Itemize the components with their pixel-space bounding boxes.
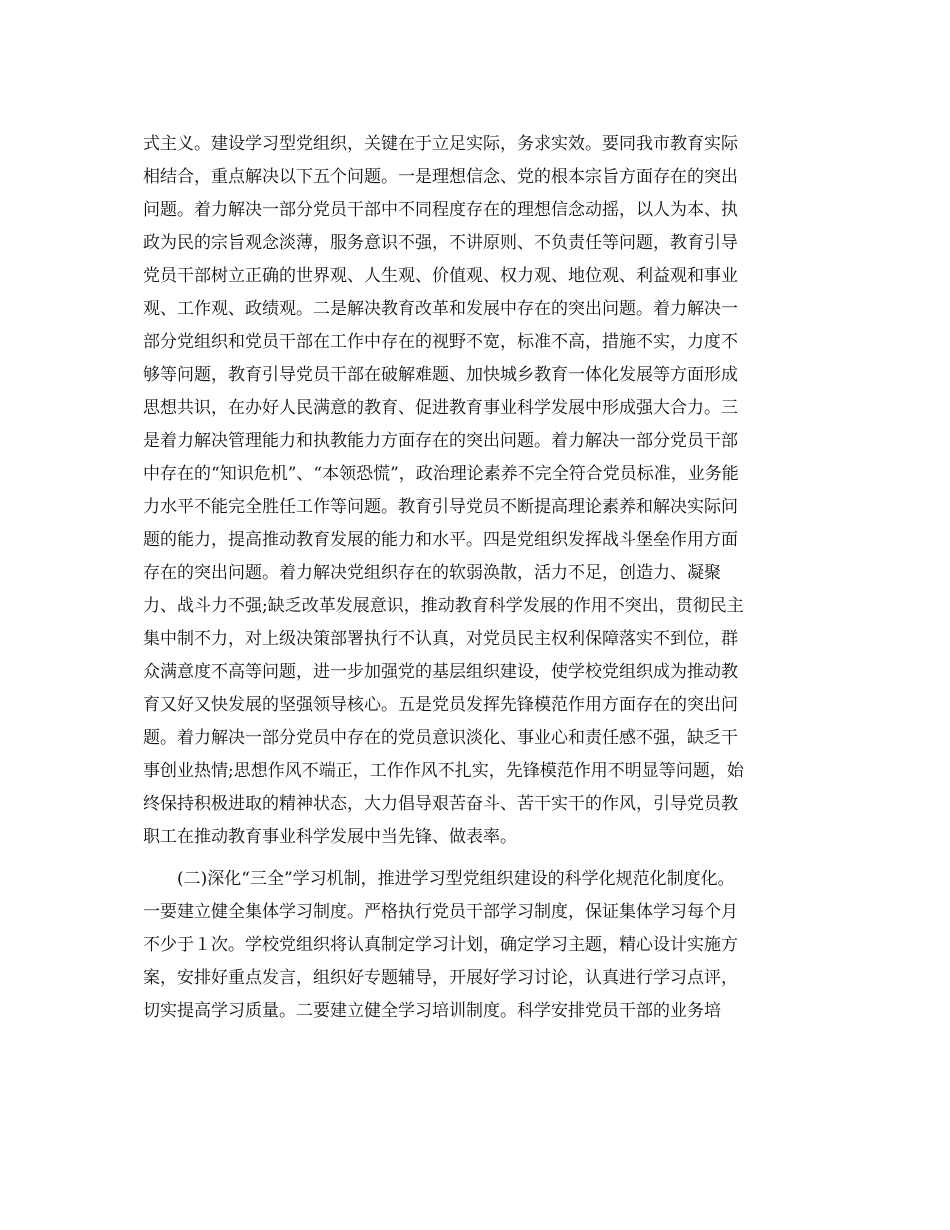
text-line: 职工在推动教育事业科学发展中当先锋、做表率。 xyxy=(143,827,517,847)
text-line: 力、战斗力不强;缺乏改革发展意识，推动教育科学发展的作用不突出，贯彻民主 xyxy=(143,596,744,616)
text-line: 集中制不力，对上级决策部署执行不认真，对党员民主权利保障落实不到位，群 xyxy=(143,629,738,649)
text-line: 事创业热情;思想作风不端正，工作作风不扎实，先锋模范作用不明显等问题，始 xyxy=(143,761,744,781)
document-body xyxy=(143,128,813,1028)
paragraph-1 xyxy=(143,128,813,854)
text-line: 是着力解决管理能力和执教能力方面存在的突出问题。着力解决一部分党员干部 xyxy=(143,431,738,451)
text-line: 观、工作观、政绩观。二是解决教育改革和发展中存在的突出问题。着力解决一 xyxy=(143,299,738,319)
text-line: 式主义。建设学习型党组织，关键在于立足实际，务求实效。要同我市教育实际 xyxy=(143,134,738,154)
text-line: 中存在的“知识危机”、“本领恐慌”，政治理论素养不完全符合党员标准，业务能 xyxy=(143,464,739,484)
section-heading-line: (二)深化“三全”学习机制，推进学习型党组织建设的科学化规范化制度化。 xyxy=(177,869,735,889)
text-line: 相结合，重点解决以下五个问题。一是理想信念、党的根本宗旨方面存在的突出 xyxy=(143,167,738,187)
text-line: 党员干部树立正确的世界观、人生观、价值观、权力观、地位观、利益观和事业 xyxy=(143,266,738,286)
text-line: 存在的突出问题。着力解决党组织存在的软弱涣散，活力不足，创造力、凝聚 xyxy=(143,563,721,583)
text-line: 题的能力，提高推动教育发展的能力和水平。四是党组织发挥战斗堡垒作用方面 xyxy=(143,530,738,550)
text-line: 终保持积极进取的精神状态，大力倡导艰苦奋斗、苦干实干的作风，引导党员教 xyxy=(143,794,738,814)
paragraph-2 xyxy=(143,863,813,1028)
text-line: 案，安排好重点发言，组织好专题辅导，开展好学习讨论，认真进行学习点评， xyxy=(143,968,738,988)
text-line: 够等问题，教育引导党员干部在破解难题、加快城乡教育一体化发展等方面形成 xyxy=(143,365,738,385)
text-line: 题。着力解决一部分党员中存在的党员意识淡化、事业心和责任感不强，缺乏干 xyxy=(143,728,738,748)
text-line: 政为民的宗旨观念淡薄，服务意识不强，不讲原则、不负责任等问题，教育引导 xyxy=(143,233,738,253)
text-line: 切实提高学习质量。二要建立健全学习培训制度。科学安排党员干部的业务培 xyxy=(143,1001,721,1021)
text-line: 思想共识，在办好人民满意的教育、促进教育事业科学发展中形成强大合力。三 xyxy=(143,398,738,418)
text-line: 众满意度不高等问题，进一步加强党的基层组织建设，使学校党组织成为推动教 xyxy=(143,662,738,682)
text-line: 部分党组织和党员干部在工作中存在的视野不宽，标准不高，措施不实，力度不 xyxy=(143,332,738,352)
text-line: 力水平不能完全胜任工作等问题。教育引导党员不断提高理论素养和解决实际问 xyxy=(143,497,738,517)
text-line: 一要建立健全集体学习制度。严格执行党员干部学习制度，保证集体学习每个月 xyxy=(143,902,738,922)
text-line: 不少于１次。学校党组织将认真制定学习计划，确定学习主题，精心设计实施方 xyxy=(143,935,738,955)
text-line: 问题。着力解决一部分党员干部中不同程度存在的理想信念动摇，以人为本、执 xyxy=(143,200,738,220)
text-line: 育又好又快发展的坚强领导核心。五是党员发挥先锋模范作用方面存在的突出问 xyxy=(143,695,738,715)
